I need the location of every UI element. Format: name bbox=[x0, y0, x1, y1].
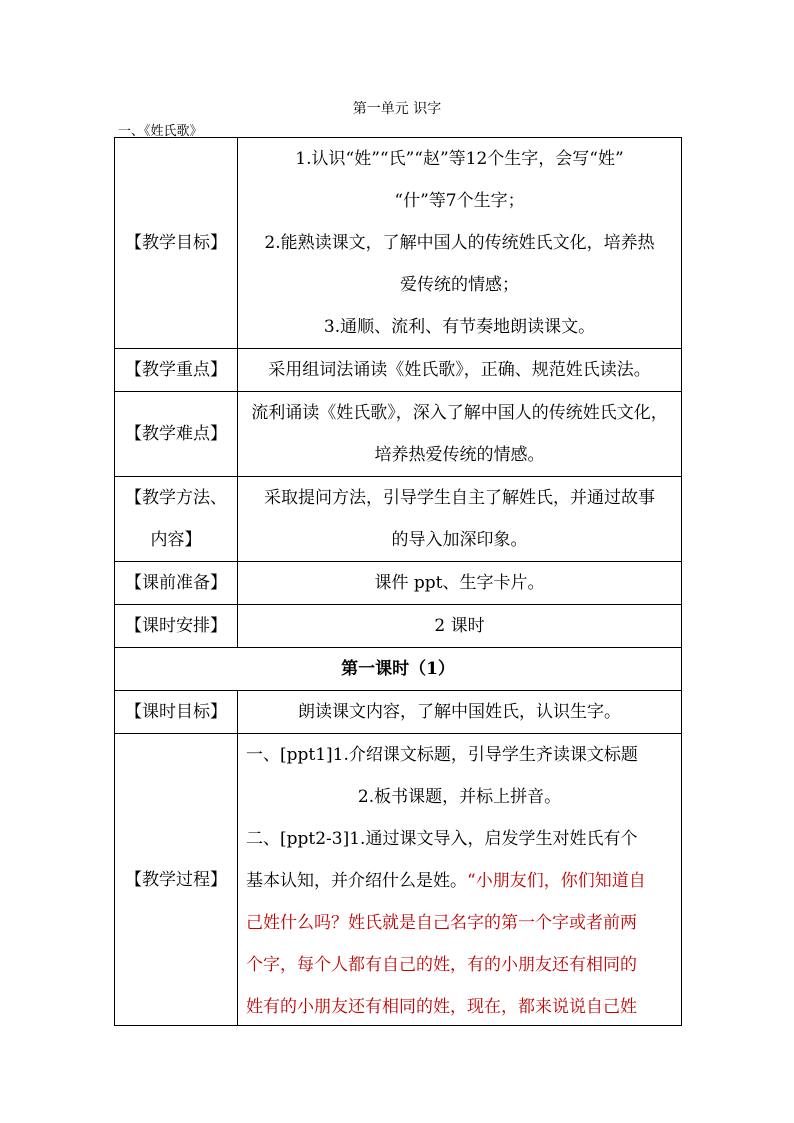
process-line: 二、[ppt2-3]1.通过课文导入，启发学生对姓氏有个 bbox=[246, 829, 638, 849]
difficulties-line: 流利诵读《姓氏歌》，深入了解中国人的传统姓氏文化， bbox=[251, 403, 668, 423]
process-line: 一、[ppt1]1.介绍课文标题，引导学生齐读课文标题 bbox=[246, 745, 638, 765]
methods-line: 的导入加深印象。 bbox=[391, 530, 528, 550]
process-row bbox=[115, 734, 682, 1026]
key-points-content: 采用组词法诵读《姓氏歌》，正确、规范姓氏读法。 bbox=[238, 349, 682, 392]
lesson-plan-table bbox=[114, 137, 682, 1026]
objectives-label: 【教学目标】 bbox=[115, 138, 238, 349]
process-quote-line: 己姓什么吗？姓氏就是自己名字的第一个字或者前两 bbox=[246, 913, 637, 933]
process-label: 【教学过程】 bbox=[115, 734, 238, 1026]
difficulties-line: 培养热爱传统的情感。 bbox=[374, 445, 545, 465]
objectives-line: 2.能熟读课文，了解中国人的传统姓氏文化，培养热 bbox=[264, 233, 655, 253]
key-points-row bbox=[115, 349, 682, 392]
difficulties-content bbox=[238, 392, 682, 477]
schedule-content: 2 课时 bbox=[238, 605, 682, 648]
first-period-row bbox=[115, 648, 682, 691]
methods-content bbox=[238, 477, 682, 562]
objectives-line: “什”等7个生字； bbox=[394, 191, 525, 211]
objectives-row bbox=[115, 138, 682, 349]
preparation-row bbox=[115, 562, 682, 605]
process-line-text: 基本认知，并介绍什么是姓。 bbox=[246, 871, 467, 891]
period-objectives-row bbox=[115, 691, 682, 734]
page-title: 第一单元 识字 bbox=[352, 101, 442, 117]
key-points-label: 【教学重点】 bbox=[115, 349, 238, 392]
methods-label-line: 【教学方法、 bbox=[125, 488, 227, 508]
schedule-label: 【课时安排】 bbox=[115, 605, 238, 648]
process-quote-text: “小朋友们，你们知道自 bbox=[467, 871, 646, 891]
schedule-row bbox=[115, 605, 682, 648]
process-text bbox=[242, 734, 677, 1025]
objectives-line: 1.认识“姓”“氏”“赵”等12个生字，会写“姓” bbox=[295, 149, 624, 169]
methods-line: 采取提问方法，引导学生自主了解姓氏，并通过故事 bbox=[264, 488, 655, 508]
process-line bbox=[246, 860, 673, 902]
period-objectives-content: 朗读课文内容，了解中国姓氏，认识生字。 bbox=[238, 691, 682, 734]
process-line: 2.板书课题，并标上拼音。 bbox=[357, 787, 562, 807]
methods-row bbox=[115, 477, 682, 562]
process-quote-line: 姓有的小朋友还有相同的姓，现在，都来说说自己姓 bbox=[246, 997, 637, 1017]
methods-label bbox=[115, 477, 238, 562]
difficulties-label: 【教学难点】 bbox=[115, 392, 238, 477]
preparation-label: 【课前准备】 bbox=[115, 562, 238, 605]
process-content bbox=[238, 734, 682, 1026]
objectives-line: 爱传统的情感； bbox=[400, 275, 519, 295]
period-objectives-label: 【课时目标】 bbox=[115, 691, 238, 734]
objectives-content bbox=[238, 138, 682, 349]
preparation-content: 课件 ppt、生字卡片。 bbox=[238, 562, 682, 605]
difficulties-row bbox=[115, 392, 682, 477]
process-quote-line: 个字，每个人都有自己的姓，有的小朋友还有相同的 bbox=[246, 955, 637, 975]
objectives-line: 3.通顺、流利、有节奏地朗读课文。 bbox=[323, 317, 596, 337]
first-period-title: 第一课时（1） bbox=[115, 648, 682, 691]
lesson-heading: 一、《姓氏歌》 bbox=[118, 124, 203, 139]
methods-label-line: 内容】 bbox=[150, 530, 202, 550]
